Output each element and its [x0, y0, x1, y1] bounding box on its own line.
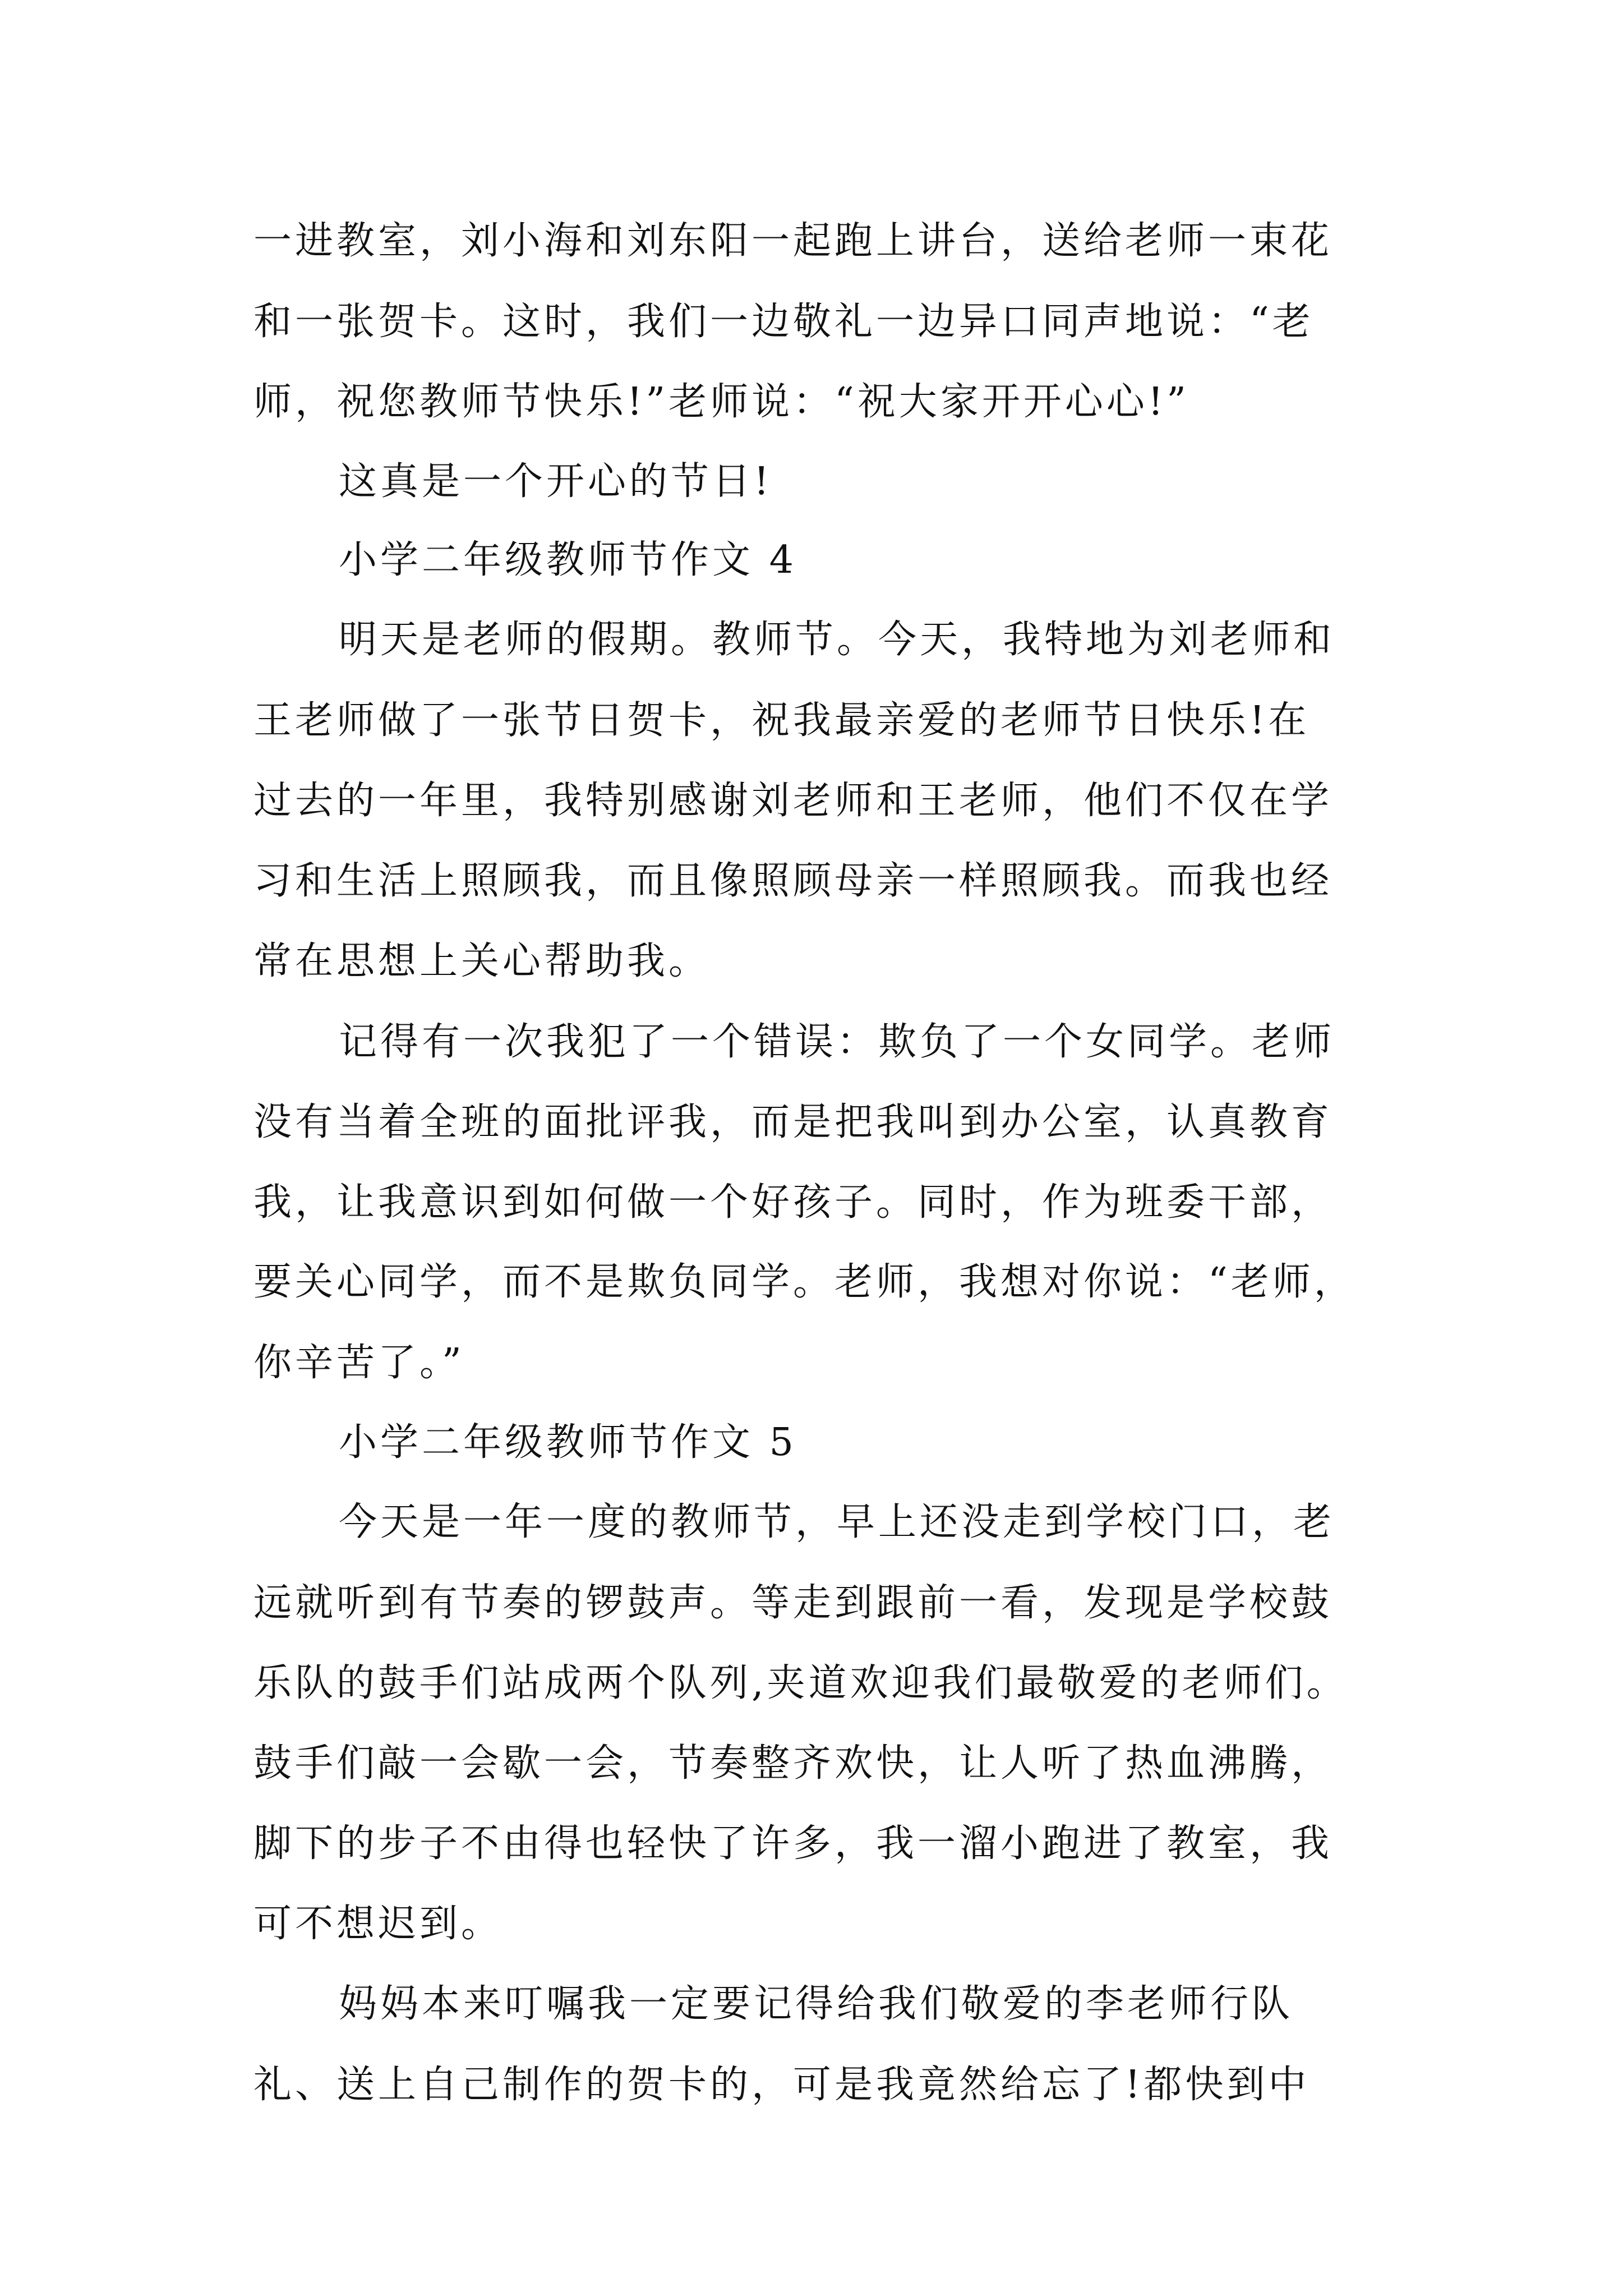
text-line: 过去的一年里，我特别感谢刘老师和王老师，他们不仅在学	[253, 779, 1333, 823]
text-line: 我，让我意识到如何做一个好孩子。同时，作为班委干部，	[253, 1180, 1333, 1225]
text-line: 远就听到有节奏的锣鼓声。等走到跟前一看，发现是学校鼓	[253, 1581, 1333, 1625]
text-line: 你辛苦了。”	[253, 1341, 465, 1385]
text-line: 礼、送上自己制作的贺卡的，可是我竟然给忘了!都快到中	[253, 2063, 1310, 2107]
text-line: 要关心同学，而不是欺负同学。老师，我想对你说：“老师，	[253, 1260, 1355, 1304]
text-line: 乐队的鼓手们站成两个队列,夹道欢迎我们最敬爱的老师们。	[253, 1661, 1348, 1705]
text-line: 一进教室，刘小海和刘东阳一起跑上讲台，送给老师一束花	[253, 219, 1333, 263]
text-line: 师，祝您教师节快乐!”老师说：“祝大家开开心心!”	[253, 380, 1189, 424]
section-heading: 小学二年级教师节作文 5	[339, 1420, 797, 1465]
text-line: 这真是一个开心的节日!	[339, 459, 773, 504]
text-line: 鼓手们敲一会歇一会，节奏整齐欢快，让人听了热血沸腾，	[253, 1741, 1333, 1786]
text-line: 习和生活上照顾我，而且像照顾母亲一样照顾我。而我也经	[253, 859, 1333, 903]
text-line: 妈妈本来叮嘱我一定要记得给我们敬爱的李老师行队	[339, 1982, 1294, 2026]
text-line: 记得有一次我犯了一个错误：欺负了一个女同学。老师	[339, 1020, 1335, 1064]
text-line: 明天是老师的假期。教师节。今天，我特地为刘老师和	[339, 618, 1335, 662]
text-line: 可不想迟到。	[253, 1902, 503, 1946]
text-line: 没有当着全班的面批评我，而是把我叫到办公室，认真教育	[253, 1100, 1333, 1144]
text-line: 王老师做了一张节日贺卡，祝我最亲爱的老师节日快乐!在	[253, 698, 1310, 743]
text-line: 和一张贺卡。这时，我们一边敬礼一边异口同声地说：“老	[253, 300, 1314, 344]
text-line: 脚下的步子不由得也轻快了许多，我一溜小跑进了教室，我	[253, 1821, 1333, 1866]
text-line: 常在思想上关心帮助我。	[253, 939, 711, 983]
section-heading: 小学二年级教师节作文 4	[339, 538, 797, 582]
text-line: 今天是一年一度的教师节，早上还没走到学校门口，老	[339, 1500, 1335, 1544]
